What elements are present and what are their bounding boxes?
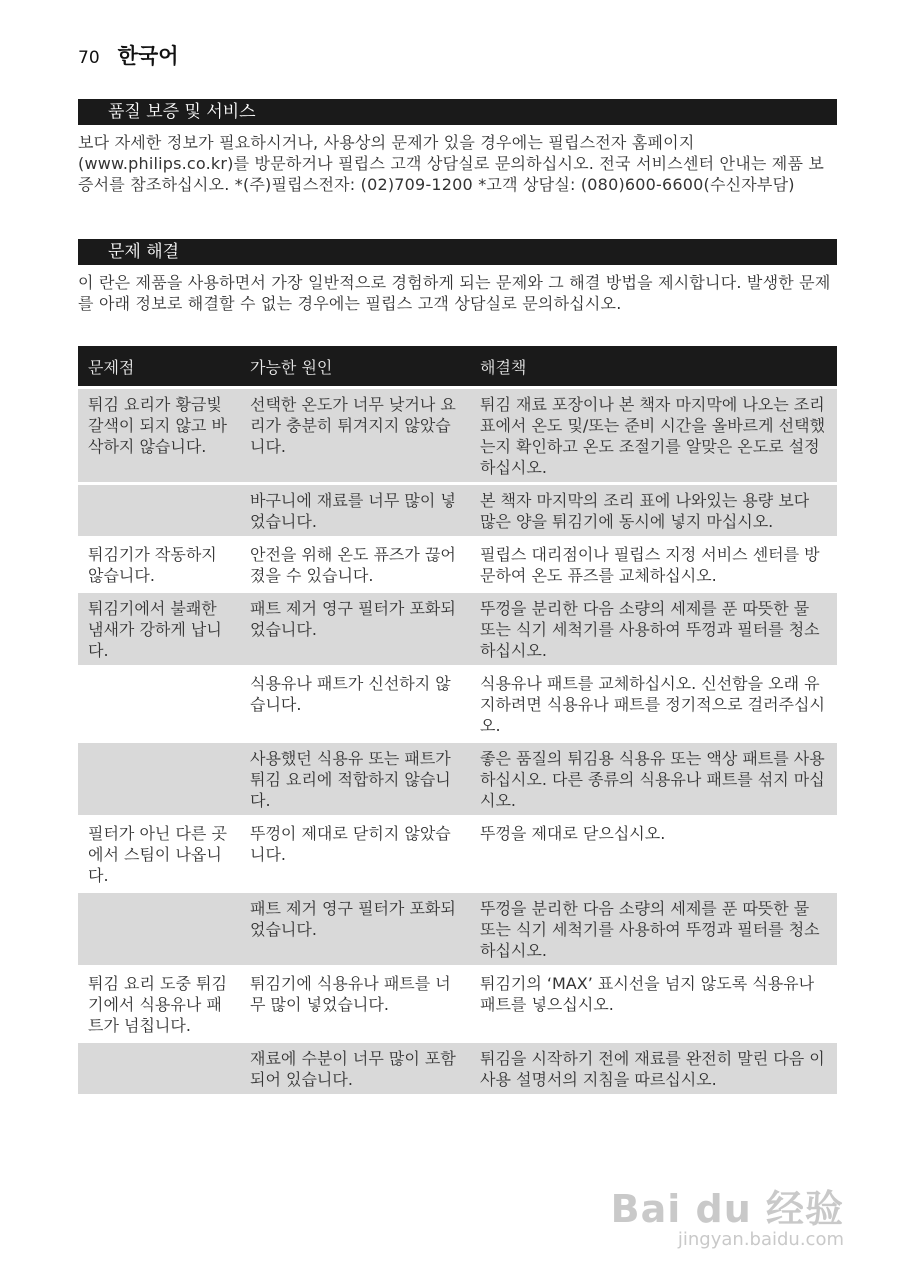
troubleshooting-table [78, 346, 837, 1094]
table-row [78, 592, 837, 667]
table-row [78, 388, 837, 484]
warranty-paragraph: 보다 자세한 정보가 필요하시거나, 사용상의 문제가 있을 경우에는 필립스전자 홈페이지(www.philips.co.kr)를 방문하거나 필립스 고객 상담실로 문의하십시오. 전국 서비스센터 안내는 제품 보증서를 참조하십시오. *(주)필립스전자: (02)709-1200 *고객 상담실: (080)600-6600(수신자부담) [78, 133, 825, 194]
cause-cell: 뚜껑이 제대로 닫히지 않았습니다. [240, 817, 470, 892]
solution-cell: 좋은 품질의 튀김용 식용유 또는 액상 패트를 사용하십시오. 다른 종류의 식용유나 패트를 섞지 마십시오. [470, 742, 837, 817]
table-row [78, 817, 837, 892]
table-row [78, 967, 837, 1042]
page-language: 한국어 [117, 44, 179, 68]
cause-cell: 안전을 위해 온도 퓨즈가 끊어졌을 수 있습니다. [240, 538, 470, 592]
problem-cell [78, 667, 240, 742]
cause-cell: 식용유나 패트가 신선하지 않습니다. [240, 667, 470, 742]
problem-cell: 튀김 요리 도중 튀김기에서 식용유나 패트가 넘칩니다. [78, 967, 240, 1042]
page-header [78, 40, 179, 70]
solution-cell: 필립스 대리점이나 필립스 지정 서비스 센터를 방문하여 온도 퓨즈를 교체하십시오. [470, 538, 837, 592]
table-row [78, 484, 837, 538]
cause-cell: 패트 제거 영구 필터가 포화되었습니다. [240, 892, 470, 967]
cause-cell: 패트 제거 영구 필터가 포화되었습니다. [240, 592, 470, 667]
table-row [78, 892, 837, 967]
column-header-solution: 해결책 [470, 346, 837, 388]
problem-cell [78, 1042, 240, 1095]
problem-cell: 튀김기가 작동하지 않습니다. [78, 538, 240, 592]
problem-cell: 필터가 아닌 다른 곳에서 스팀이 나옵니다. [78, 817, 240, 892]
solution-cell: 식용유나 패트를 교체하십시오. 신선함을 오래 유지하려면 식용유나 패트를 정기적으로 걸러주십시오. [470, 667, 837, 742]
cause-cell: 튀김기에 식용유나 패트를 너무 많이 넣었습니다. [240, 967, 470, 1042]
solution-cell: 뚜껑을 제대로 닫으십시오. [470, 817, 837, 892]
table-row [78, 667, 837, 742]
cause-cell: 선택한 온도가 너무 낮거나 요리가 충분히 튀겨지지 않았습니다. [240, 388, 470, 484]
solution-cell: 튀김을 시작하기 전에 재료를 완전히 말린 다음 이 사용 설명서의 지침을 따르십시오. [470, 1042, 837, 1095]
problem-cell [78, 742, 240, 817]
warranty-section-title: 품질 보증 및 서비스 [78, 99, 837, 125]
solution-cell: 본 책자 마지막의 조리 표에 나와있는 용량 보다 많은 양을 튀김기에 동시에 넣지 마십시오. [470, 484, 837, 538]
baidu-watermark [611, 1178, 844, 1250]
troubleshooting-section-title: 문제 해결 [78, 239, 837, 265]
column-header-cause: 가능한 원인 [240, 346, 470, 388]
table-row [78, 742, 837, 817]
troubleshooting-intro: 이 란은 제품을 사용하면서 가장 일반적으로 경험하게 되는 문제와 그 해결 방법을 제시합니다. 발생한 문제를 아래 정보로 해결할 수 없는 경우에는 필립스 고객 상담실로 문의하십시오. [78, 273, 831, 313]
solution-cell: 뚜껑을 분리한 다음 소량의 세제를 푼 따뜻한 물 또는 식기 세척기를 사용하여 뚜껑과 필터를 청소하십시오. [470, 592, 837, 667]
table-row [78, 1042, 837, 1095]
problem-cell: 튀김 요리가 황금빛 갈색이 되지 않고 바삭하지 않습니다. [78, 388, 240, 484]
problem-cell [78, 892, 240, 967]
column-header-problem: 문제점 [78, 346, 240, 388]
cause-cell: 사용했던 식용유 또는 패트가 튀김 요리에 적합하지 않습니다. [240, 742, 470, 817]
watermark-url: jingyan.baidu.com [677, 1229, 844, 1250]
solution-cell: 튀김기의 ‘MAX’ 표시선을 넘지 않도록 식용유나 패트를 넣으십시오. [470, 967, 837, 1042]
table-row [78, 538, 837, 592]
solution-cell: 뚜껑을 분리한 다음 소량의 세제를 푼 따뜻한 물 또는 식기 세척기를 사용하여 뚜껑과 필터를 청소하십시오. [470, 892, 837, 967]
page-number: 70 [78, 48, 100, 68]
cause-cell: 재료에 수분이 너무 많이 포함되어 있습니다. [240, 1042, 470, 1095]
table-header-row [78, 346, 837, 388]
watermark-logo: Bai du 经验 [610, 1187, 844, 1231]
solution-cell: 튀김 재료 포장이나 본 책자 마지막에 나오는 조리 표에서 온도 및/또는 준비 시간을 올바르게 선택했는지 확인하고 온도 조절기를 알맞은 온도로 설정하십시오. [470, 388, 837, 484]
cause-cell: 바구니에 재료를 너무 많이 넣었습니다. [240, 484, 470, 538]
problem-cell: 튀김기에서 불쾌한 냄새가 강하게 납니다. [78, 592, 240, 667]
problem-cell [78, 484, 240, 538]
